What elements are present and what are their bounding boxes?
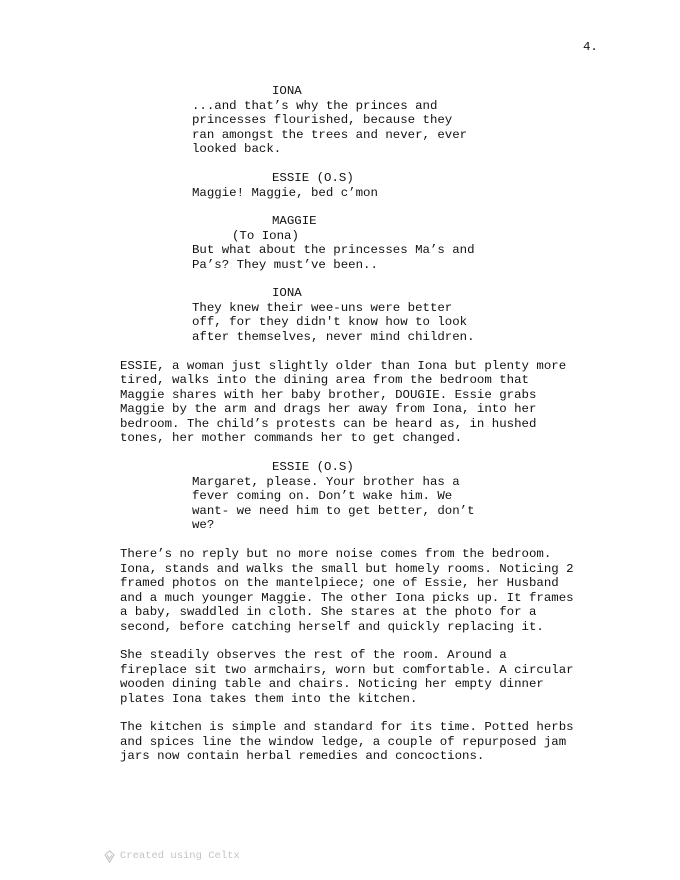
character-name: IONA [272,286,302,300]
footer-watermark [104,849,240,863]
action-paragraph: The kitchen is simple and standard for its time. Potted herbs and spices line the window ledge, a couple of repurposed jam jars now contain herbal remedies and concoctions. [120,720,574,763]
action-paragraph: ESSIE, a woman just slightly older than Iona but plenty more tired, walks into the dining area from the bedroom that Maggie shares with her baby brother, DOUGIE. Essie grabs Maggie by the arm and drags her away from Iona, into her bedroom. The child’s protests can be heard as, in hushed tones, her mother commands her to get changed. [120,358,567,445]
dialogue: ...and that’s why the princes and princesses flourished, because they ran amongst the trees and never, ever looked back. [192,98,468,156]
dialogue: Maggie! Maggie, bed c’mon [192,185,378,200]
parenthetical: (To Iona) [232,228,299,243]
footer-text: Created using Celtx [120,850,240,862]
dialogue: But what about the princesses Ma’s and Pa’s? They must’ve been.. [192,243,475,272]
character-name: IONA [272,84,302,98]
celtx-logo-icon [104,850,115,863]
dialogue: They knew their wee-uns were better off, for they didn't know how to look after themselves, never mind children. [192,300,475,344]
page-number: 4. [583,40,598,54]
action-paragraph: She steadily observes the rest of the room. Around a fireplace sit two armchairs, worn but comfortable. A circular wooden dining table and chairs. Noticing her empty dinner plates Iona takes them into the kitchen. [120,648,574,706]
character-name: ESSIE (O.S) [272,171,354,185]
action-paragraph: There’s no reply but no more noise comes from the bedroom. Iona, stands and walks the small but homely rooms. Noticing 2 framed photos on the mantelpiece; one of Essie, her Husband and a much younger Maggie. The other Iona picks up. It frames a baby, swaddled in cloth. She stares at the photo for a second, before catching herself and quickly replacing it. [120,547,574,634]
character-name: ESSIE (O.S) [272,460,354,474]
character-name: MAGGIE [272,214,317,228]
dialogue: Margaret, please. Your brother has a fever coming on. Don’t wake him. We want- we need him to get better, don’t we? [192,474,475,532]
